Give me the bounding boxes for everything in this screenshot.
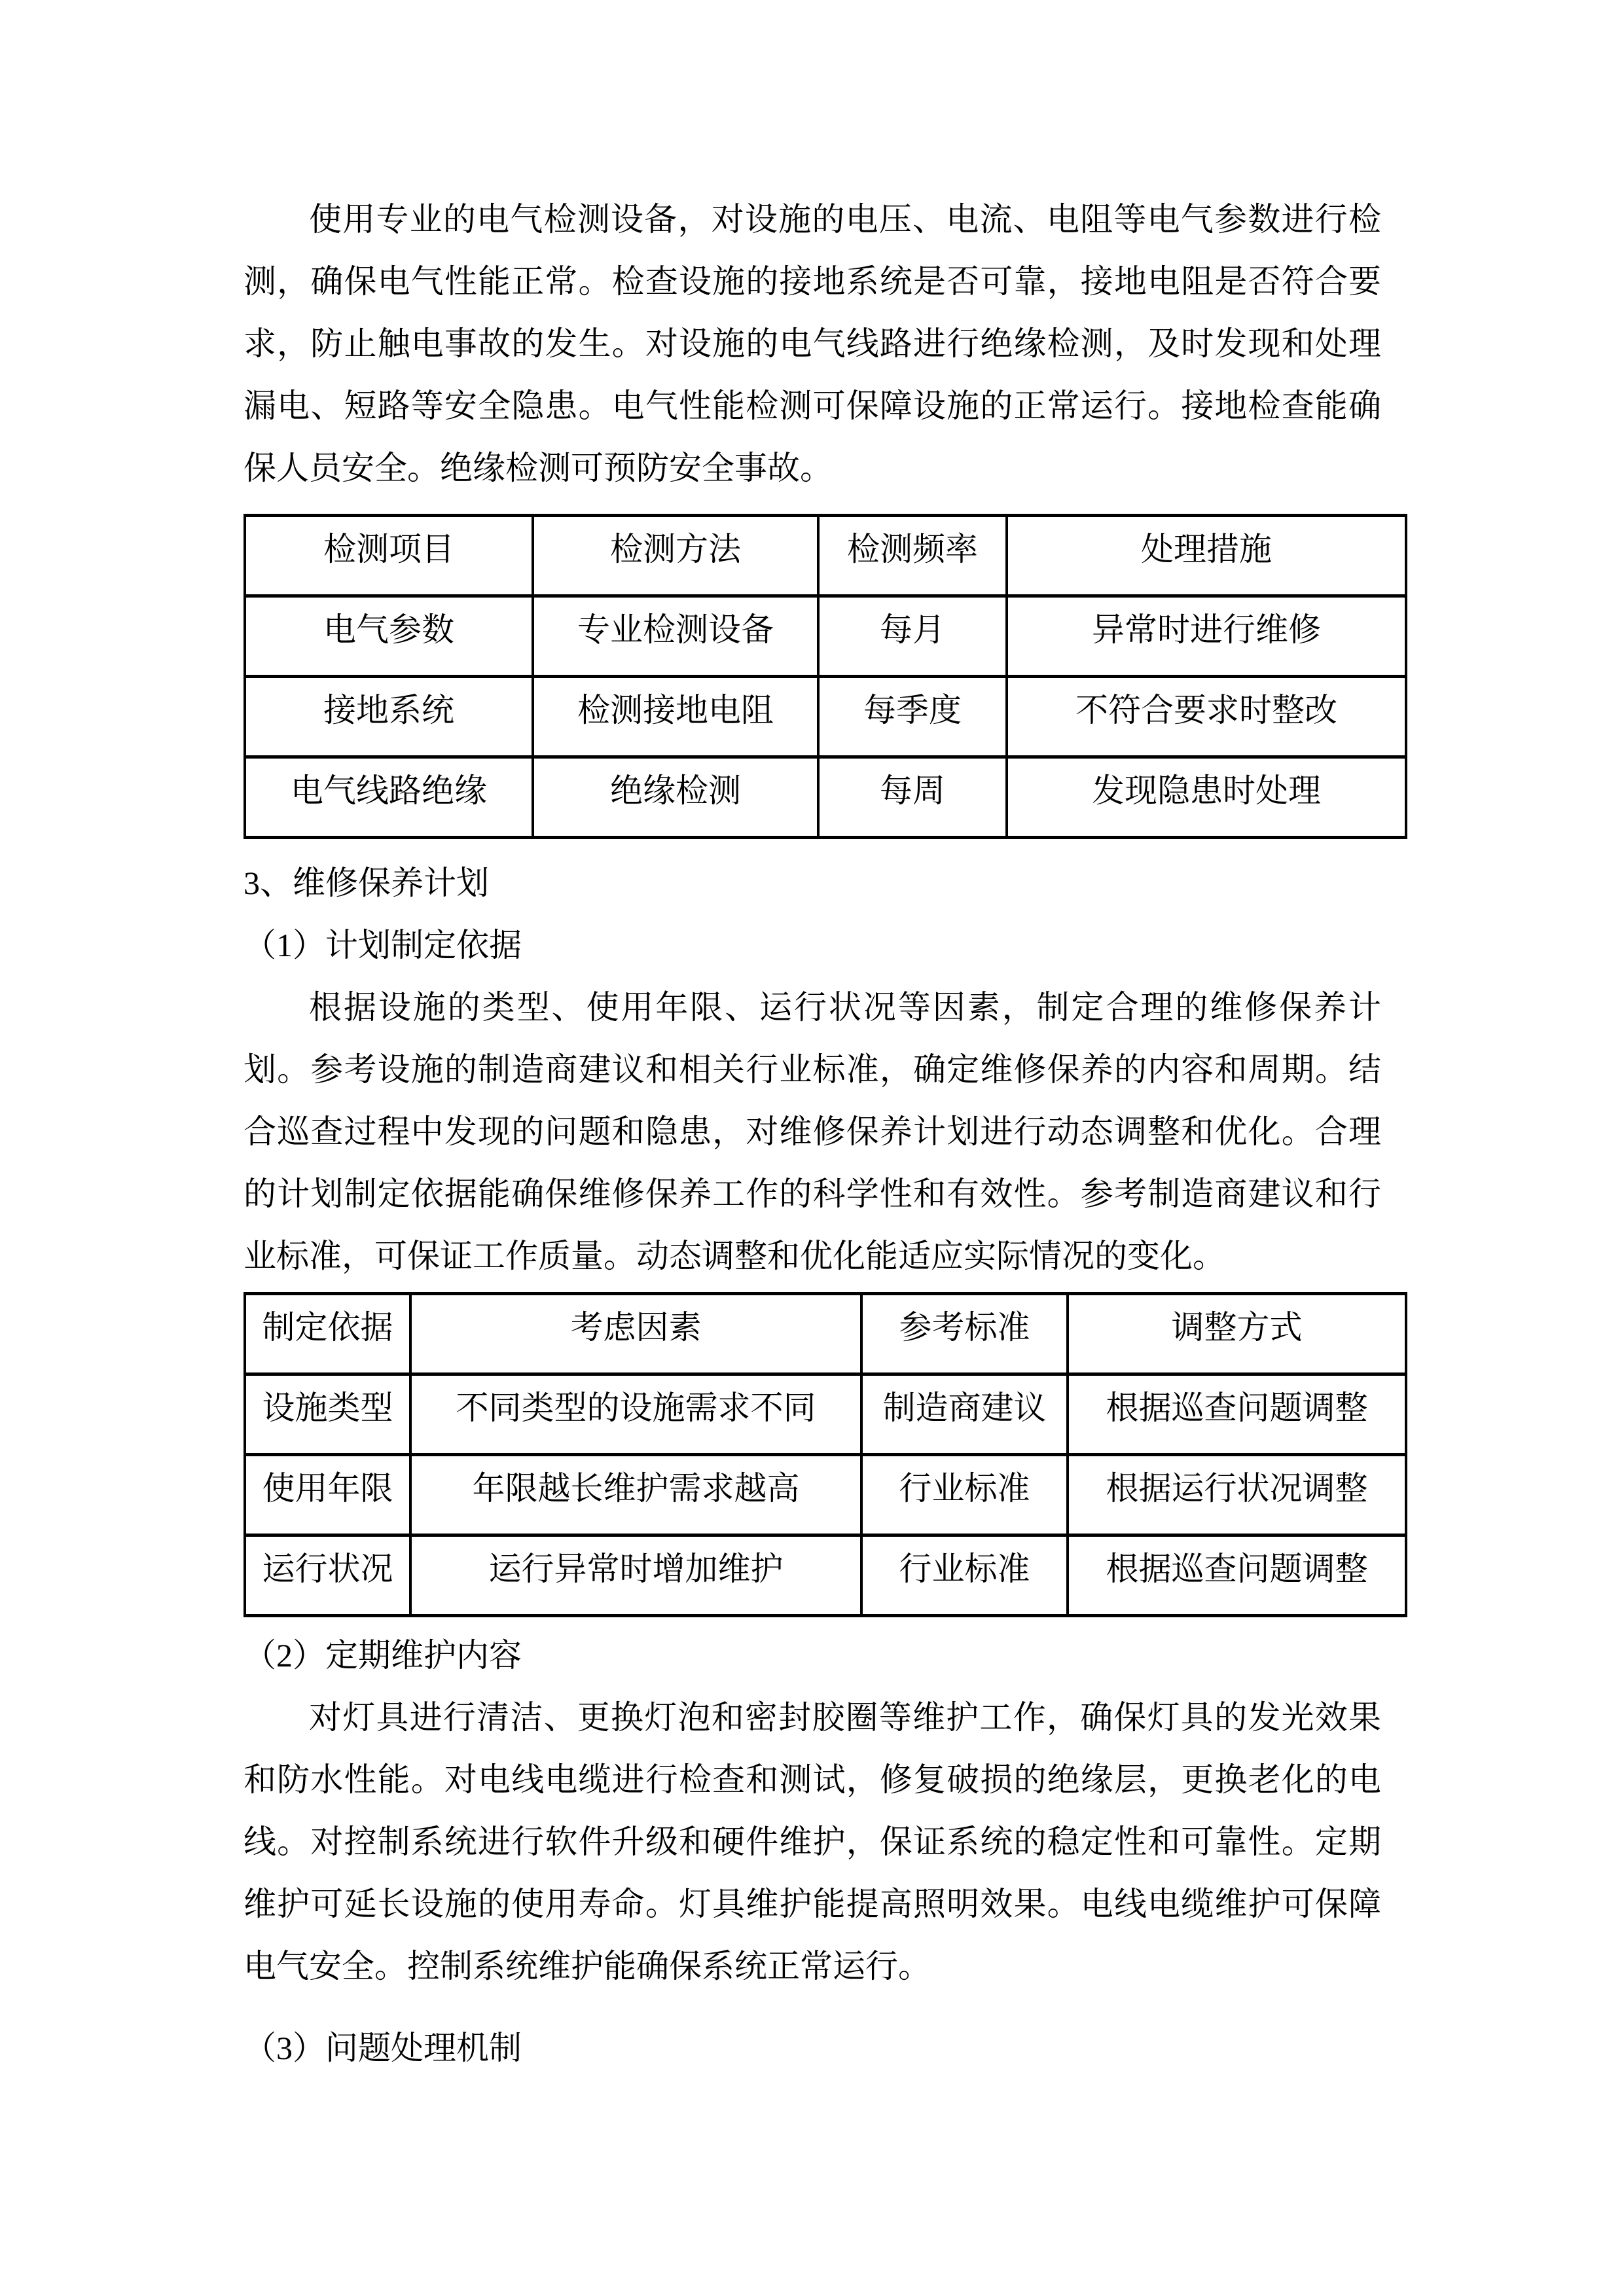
header-cell-inspection-frequency: 检测频率 xyxy=(818,516,1007,596)
table-cell: 每周 xyxy=(818,757,1007,838)
header-cell-inspection-method: 检测方法 xyxy=(533,516,818,596)
table-cell: 不同类型的设施需求不同 xyxy=(410,1374,861,1455)
table-cell: 每季度 xyxy=(818,677,1007,757)
table-cell: 行业标准 xyxy=(861,1455,1068,1535)
table-cell: 运行异常时增加维护 xyxy=(410,1535,861,1616)
heading-plan-basis: （1）计划制定依据 xyxy=(244,927,522,963)
table-cell: 接地系统 xyxy=(245,677,533,757)
table-cell: 根据运行状况调整 xyxy=(1068,1455,1406,1535)
table-cell: 不符合要求时整改 xyxy=(1007,677,1406,757)
table-row xyxy=(245,1374,1406,1455)
table-cell: 使用年限 xyxy=(245,1455,410,1535)
table-cell: 年限越长维护需求越高 xyxy=(410,1455,861,1535)
table-row xyxy=(245,596,1406,677)
table-cell: 根据巡查问题调整 xyxy=(1068,1535,1406,1616)
inspection-table xyxy=(244,514,1407,839)
paragraph-plan-basis: 根据设施的类型、使用年限、运行状况等因素，制定合理的维修保养计划。参考设施的制造商建议和相关行业标准，确定维修保养的内容和周期。结合巡查过程中发现的问题和隐患，对维修保养计划进行动态调整和优化。合理的计划制定依据能确保维修保养工作的科学性和有效性。参考制造商建议和行业标准，可保证工作质量。动态调整和优化能适应实际情况的变化。 xyxy=(244,989,1381,1274)
header-cell-handling-measure: 处理措施 xyxy=(1007,516,1406,596)
table-row xyxy=(245,1455,1406,1535)
inspection-table-header-row xyxy=(245,516,1406,596)
heading-maintenance-plan: 3、维修保养计划 xyxy=(244,865,489,901)
table-cell: 运行状况 xyxy=(245,1535,410,1616)
table-cell: 电气参数 xyxy=(245,596,533,677)
heading-periodic-maintenance: （2）定期维护内容 xyxy=(244,1637,522,1674)
table-cell: 电气线路绝缘 xyxy=(245,757,533,838)
plan-basis-table-header-row xyxy=(245,1294,1406,1374)
table-cell: 专业检测设备 xyxy=(533,596,818,677)
table-cell: 制造商建议 xyxy=(861,1374,1068,1455)
table-cell: 设施类型 xyxy=(245,1374,410,1455)
table-cell: 检测接地电阻 xyxy=(533,677,818,757)
header-cell-adjustment-method: 调整方式 xyxy=(1068,1294,1406,1374)
table-row xyxy=(245,1535,1406,1616)
plan-basis-table xyxy=(244,1292,1407,1617)
header-cell-basis: 制定依据 xyxy=(245,1294,410,1374)
table-cell: 异常时进行维修 xyxy=(1007,596,1406,677)
table-cell: 根据巡查问题调整 xyxy=(1068,1374,1406,1455)
table-cell: 绝缘检测 xyxy=(533,757,818,838)
heading-problem-handling: （3）问题处理机制 xyxy=(244,2030,522,2066)
table-row xyxy=(245,677,1406,757)
table-cell: 行业标准 xyxy=(861,1535,1068,1616)
table-row xyxy=(245,757,1406,838)
paragraph-electrical-testing: 使用专业的电气检测设备，对设施的电压、电流、电阻等电气参数进行检测，确保电气性能正常。检查设施的接地系统是否可靠，接地电阻是否符合要求，防止触电事故的发生。对设施的电气线路进行绝缘检测，及时发现和处理漏电、短路等安全隐患。电气性能检测可保障设施的正常运行。接地检查能确保人员安全。绝缘检测可预防安全事故。 xyxy=(244,201,1381,486)
table-cell: 每月 xyxy=(818,596,1007,677)
header-cell-consideration: 考虑因素 xyxy=(410,1294,861,1374)
table-cell: 发现隐患时处理 xyxy=(1007,757,1406,838)
paragraph-periodic-maintenance: 对灯具进行清洁、更换灯泡和密封胶圈等维护工作，确保灯具的发光效果和防水性能。对电线电缆进行检查和测试，修复破损的绝缘层，更换老化的电线。对控制系统进行软件升级和硬件维护，保证系统的稳定性和可靠性。定期维护可延长设施的使用寿命。灯具维护能提高照明效果。电线电缆维护可保障电气安全。控制系统维护能确保系统正常运行。 xyxy=(244,1699,1381,1984)
header-cell-inspection-item: 检测项目 xyxy=(245,516,533,596)
header-cell-reference-standard: 参考标准 xyxy=(861,1294,1068,1374)
